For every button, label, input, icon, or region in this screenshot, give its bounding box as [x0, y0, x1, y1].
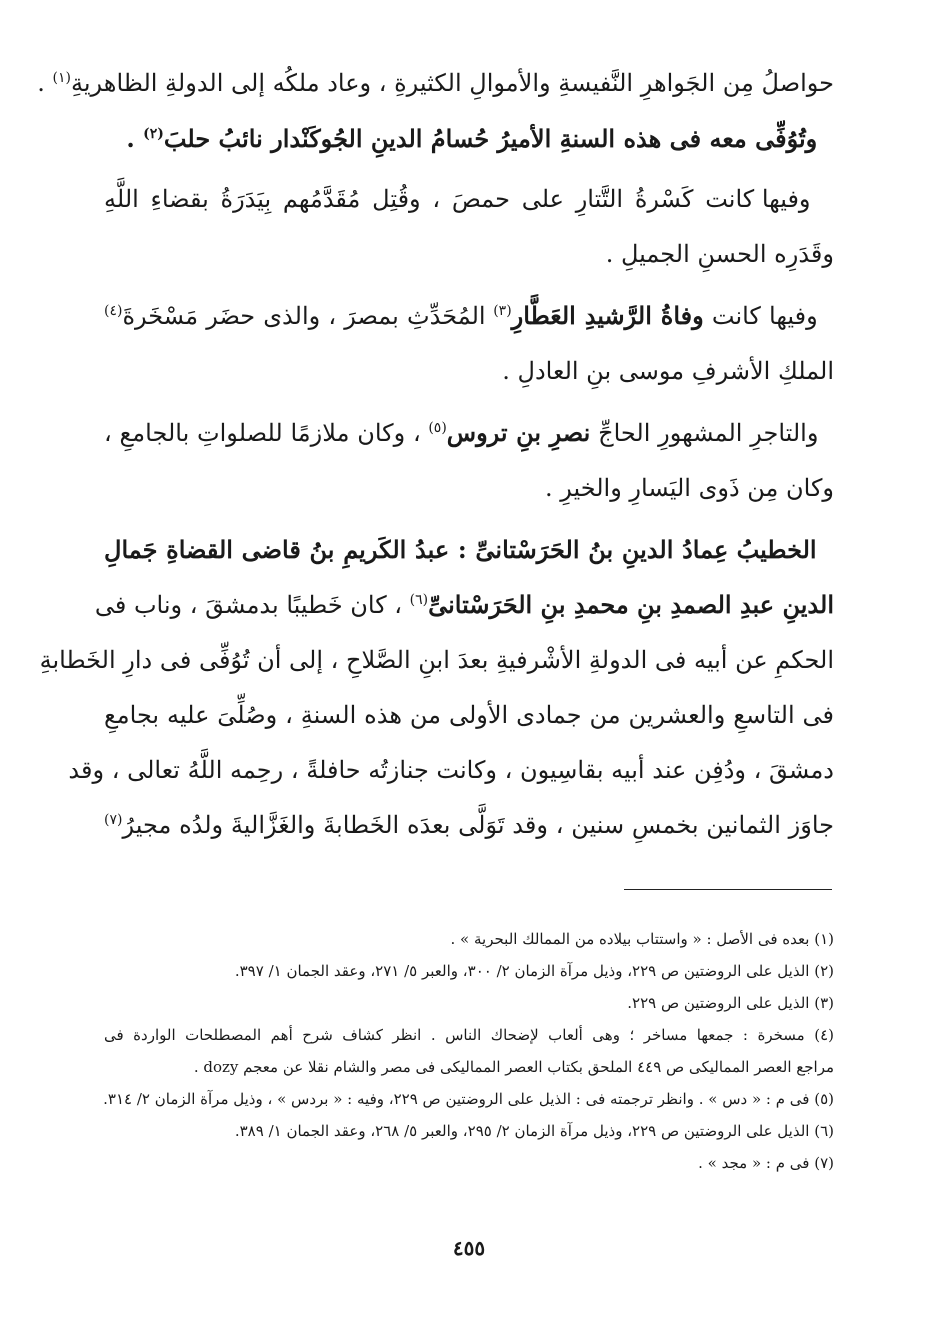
- footnote-6: (٦) الذيل على الروضتين ص ٢٢٩، وذيل مرآة الزمان ٢/ ٢٩٥، والعبر ٥/ ٢٦٨، وعقد الجمان ١/ ٣٨٩.: [234, 1122, 834, 1140]
- paragraph-6-line-3: الحكمِ عن أبيه فى الدولةِ الأشْرفيةِ بعدَ ابنِ الصَّلاحِ ، إلى أن تُوُفِّى فى دارِ الخَطابةِ: [39, 646, 834, 674]
- footnote-4-line-2: مراجع العصر المماليكى ص ٤٤٩ الملحق بكتاب العصر المماليكى فى مصر والشام نقلا عن معجم dozy .: [193, 1058, 834, 1076]
- footnote-2: (٢) الذيل على الروضتين ص ٢٢٩، وذيل مرآة الزمان ٢/ ٣٠٠، والعبر ٥/ ٢٧١، وعقد الجمان ١/ ٣٩٧.: [234, 962, 834, 980]
- person-name: الدينِ عبدِ الصمدِ بنِ محمدِ بنِ الحَرَسْتانىِّ: [428, 590, 834, 619]
- paragraph-5-line-2: وكان مِن ذَوى اليَسارِ والخيرِ .: [545, 474, 834, 502]
- paragraph-6-line-4: فى التاسعِ والعشرين من جمادى الأولى من هذه السنةِ ، وصُلِّىَ عليه بجامعِ: [104, 701, 834, 729]
- footnote-1: (١) بعده فى الأصل : « واستتاب بيلاده من الممالك البحرية » .: [450, 930, 834, 948]
- paragraph-5-line-1: [104, 405, 834, 461]
- paragraph-4-line-1: [104, 288, 834, 344]
- footnote-marker-4[interactable]: (٤): [104, 303, 123, 319]
- paragraph-6-line-5: دمشقَ ، ودُفِن عند أبيه بقاسِيون ، وكانت جنازتُه حافلةً ، رحِمه اللَّهُ تعالى ، وقد: [68, 756, 834, 784]
- paragraph-3-line-1: [104, 172, 834, 227]
- footnote-7: (٧) فى م : « مجد » .: [698, 1154, 834, 1172]
- text-segment: .: [37, 69, 53, 97]
- footnote-5: (٥) فى م : « دس » . وانظر ترجمته فى : الذيل على الروضتين ص ٢٢٩، وفيه : « بردس » ، وذيل مرآة الزمان ٢/ ٣١٤.: [103, 1090, 834, 1108]
- entry-heading: الخطيبُ عِمادُ الدينِ بنُ الحَرَسْتانىِّ : عبدُ الكَريمِ بنُ قاضى القضاةِ جَمالِ: [104, 535, 817, 564]
- text-segment: ، وكان ملازمًا للصلواتِ بالجامعِ ،: [104, 419, 429, 447]
- main-text: [37, 56, 834, 853]
- footnote-3: (٣) الذيل على الروضتين ص ٢٢٩.: [627, 994, 834, 1012]
- paragraph-6-line-1: [104, 522, 834, 577]
- footnote-marker-6[interactable]: (٦): [409, 592, 429, 608]
- footnote-marker-1[interactable]: (١): [52, 70, 71, 86]
- footnote-marker-7[interactable]: (٧): [104, 812, 123, 828]
- paragraph-1-line-1: [37, 56, 834, 111]
- text-segment: وفيها كانت كَسْرةُ التَّتارِ على حمصَ ، وقُتِل مُقَدَّمُهم بِيَدَرَةُ بقضاءِ اللَّهِ: [104, 185, 811, 213]
- text-segment: وفيها كانت: [703, 302, 818, 330]
- text-segment: .: [126, 124, 144, 153]
- text-segment: المُحَدِّثِ بمصرَ ، والذى حضَر مَسْخَرةَ: [122, 302, 494, 330]
- footnote-marker-2[interactable]: (٢): [143, 126, 164, 142]
- paragraph-2-line-1: [104, 111, 834, 166]
- footnote-marker-5[interactable]: (٥): [428, 420, 447, 436]
- text-segment: وتُوُفِّى معه فى هذه السنةِ الأميرُ حُسامُ الدينِ الجُوكَنْدار نائبُ حلبَ: [163, 124, 818, 153]
- footnotes: [104, 923, 834, 1179]
- footnote-4-line-1: (٤) مسخرة : جمعها مساخر ؛ وهى ألعاب لإضحاك الناس . انظر كشاف شرح أهم المصطلحات الواردة فى: [104, 1026, 834, 1044]
- footnote-marker-3[interactable]: (٣): [493, 303, 512, 319]
- paragraph-6-line-2: [94, 577, 834, 633]
- paragraph-3-line-2: وقَدَرِه الحسنِ الجميلِ .: [605, 240, 834, 268]
- text-segment: ، كان خَطيبًا بدمشقَ ، وناب فى: [94, 591, 410, 619]
- paragraph-4-line-2: الملكِ الأشرفِ موسى بنِ العادلِ .: [502, 357, 834, 385]
- person-name: وفاةُ الرَّشيدِ العَطَّارِ: [511, 301, 704, 330]
- page-number: ٤٥٥: [452, 1236, 486, 1260]
- text-segment: حواصلُ مِن الجَواهرِ النَّفيسةِ والأموالِ الكثيرةِ ، وعاد ملكُه إلى الدولةِ الظاهريةِ: [71, 69, 834, 97]
- person-name: نصرِ بنِ تروس: [446, 418, 591, 447]
- text-segment: والتاجرِ المشهورِ الحاجِّ: [590, 419, 819, 447]
- text-segment: جاوَز الثمانين بخمسِ سنين ، وقد تَوَلَّى بعدَه الخَطابةَ والغَزَّاليةَ ولدُه مجيرُ: [122, 811, 834, 839]
- paragraph-6-line-6: [104, 798, 834, 853]
- footnote-separator: [624, 889, 832, 890]
